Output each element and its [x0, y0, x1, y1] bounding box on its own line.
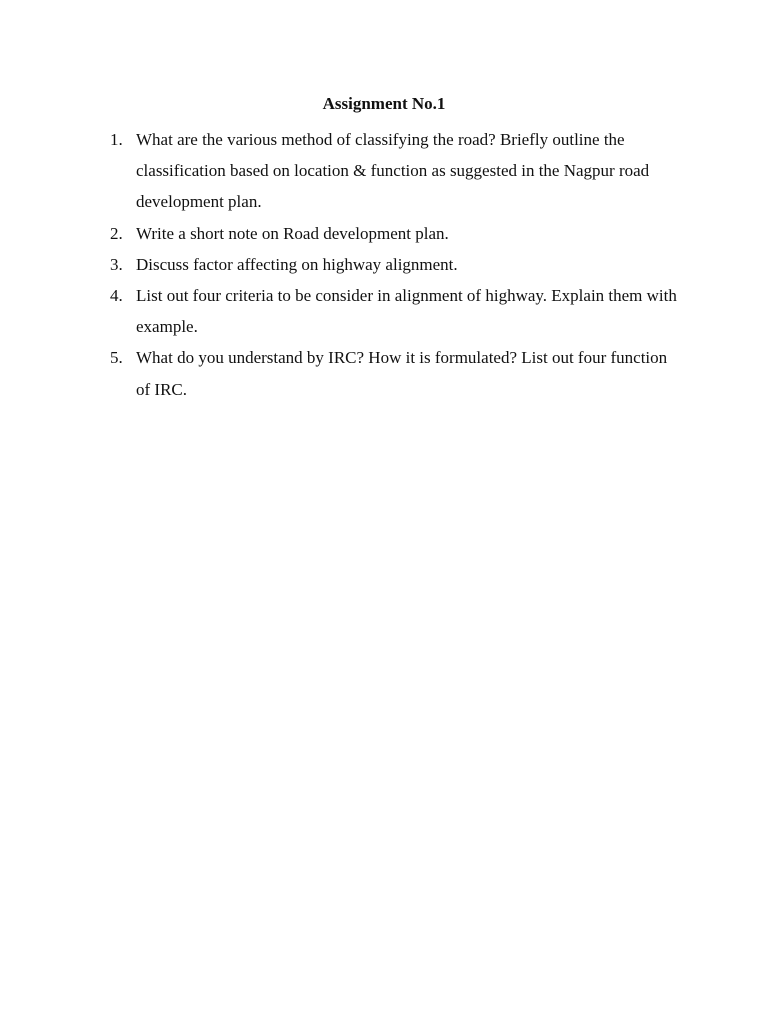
question-text: Discuss factor affecting on highway alignment. [136, 254, 458, 274]
question-number: 3. [110, 254, 123, 274]
question-text: List out four criteria to be consider in alignment of highway. Explain them with example. [136, 286, 677, 337]
question-item-2 [110, 218, 680, 249]
question-item-3 [110, 249, 680, 280]
question-text: What do you understand by IRC? How it is formulated? List out four function of IRC. [136, 348, 668, 399]
question-text: What are the various method of classifying the road? Briefly outline the classification based on location & function as suggested in the Nagpur road development plan. [136, 130, 650, 212]
question-item-1 [110, 124, 680, 218]
question-item-5 [110, 342, 680, 404]
question-number: 4. [110, 286, 123, 306]
question-list [110, 124, 680, 405]
question-number: 2. [110, 223, 123, 243]
document-title: Assignment No.1 [322, 94, 446, 113]
question-number: 5. [110, 348, 123, 368]
question-item-4 [110, 280, 680, 342]
question-number: 1. [110, 130, 123, 149]
question-text: Write a short note on Road development plan. [136, 223, 449, 243]
